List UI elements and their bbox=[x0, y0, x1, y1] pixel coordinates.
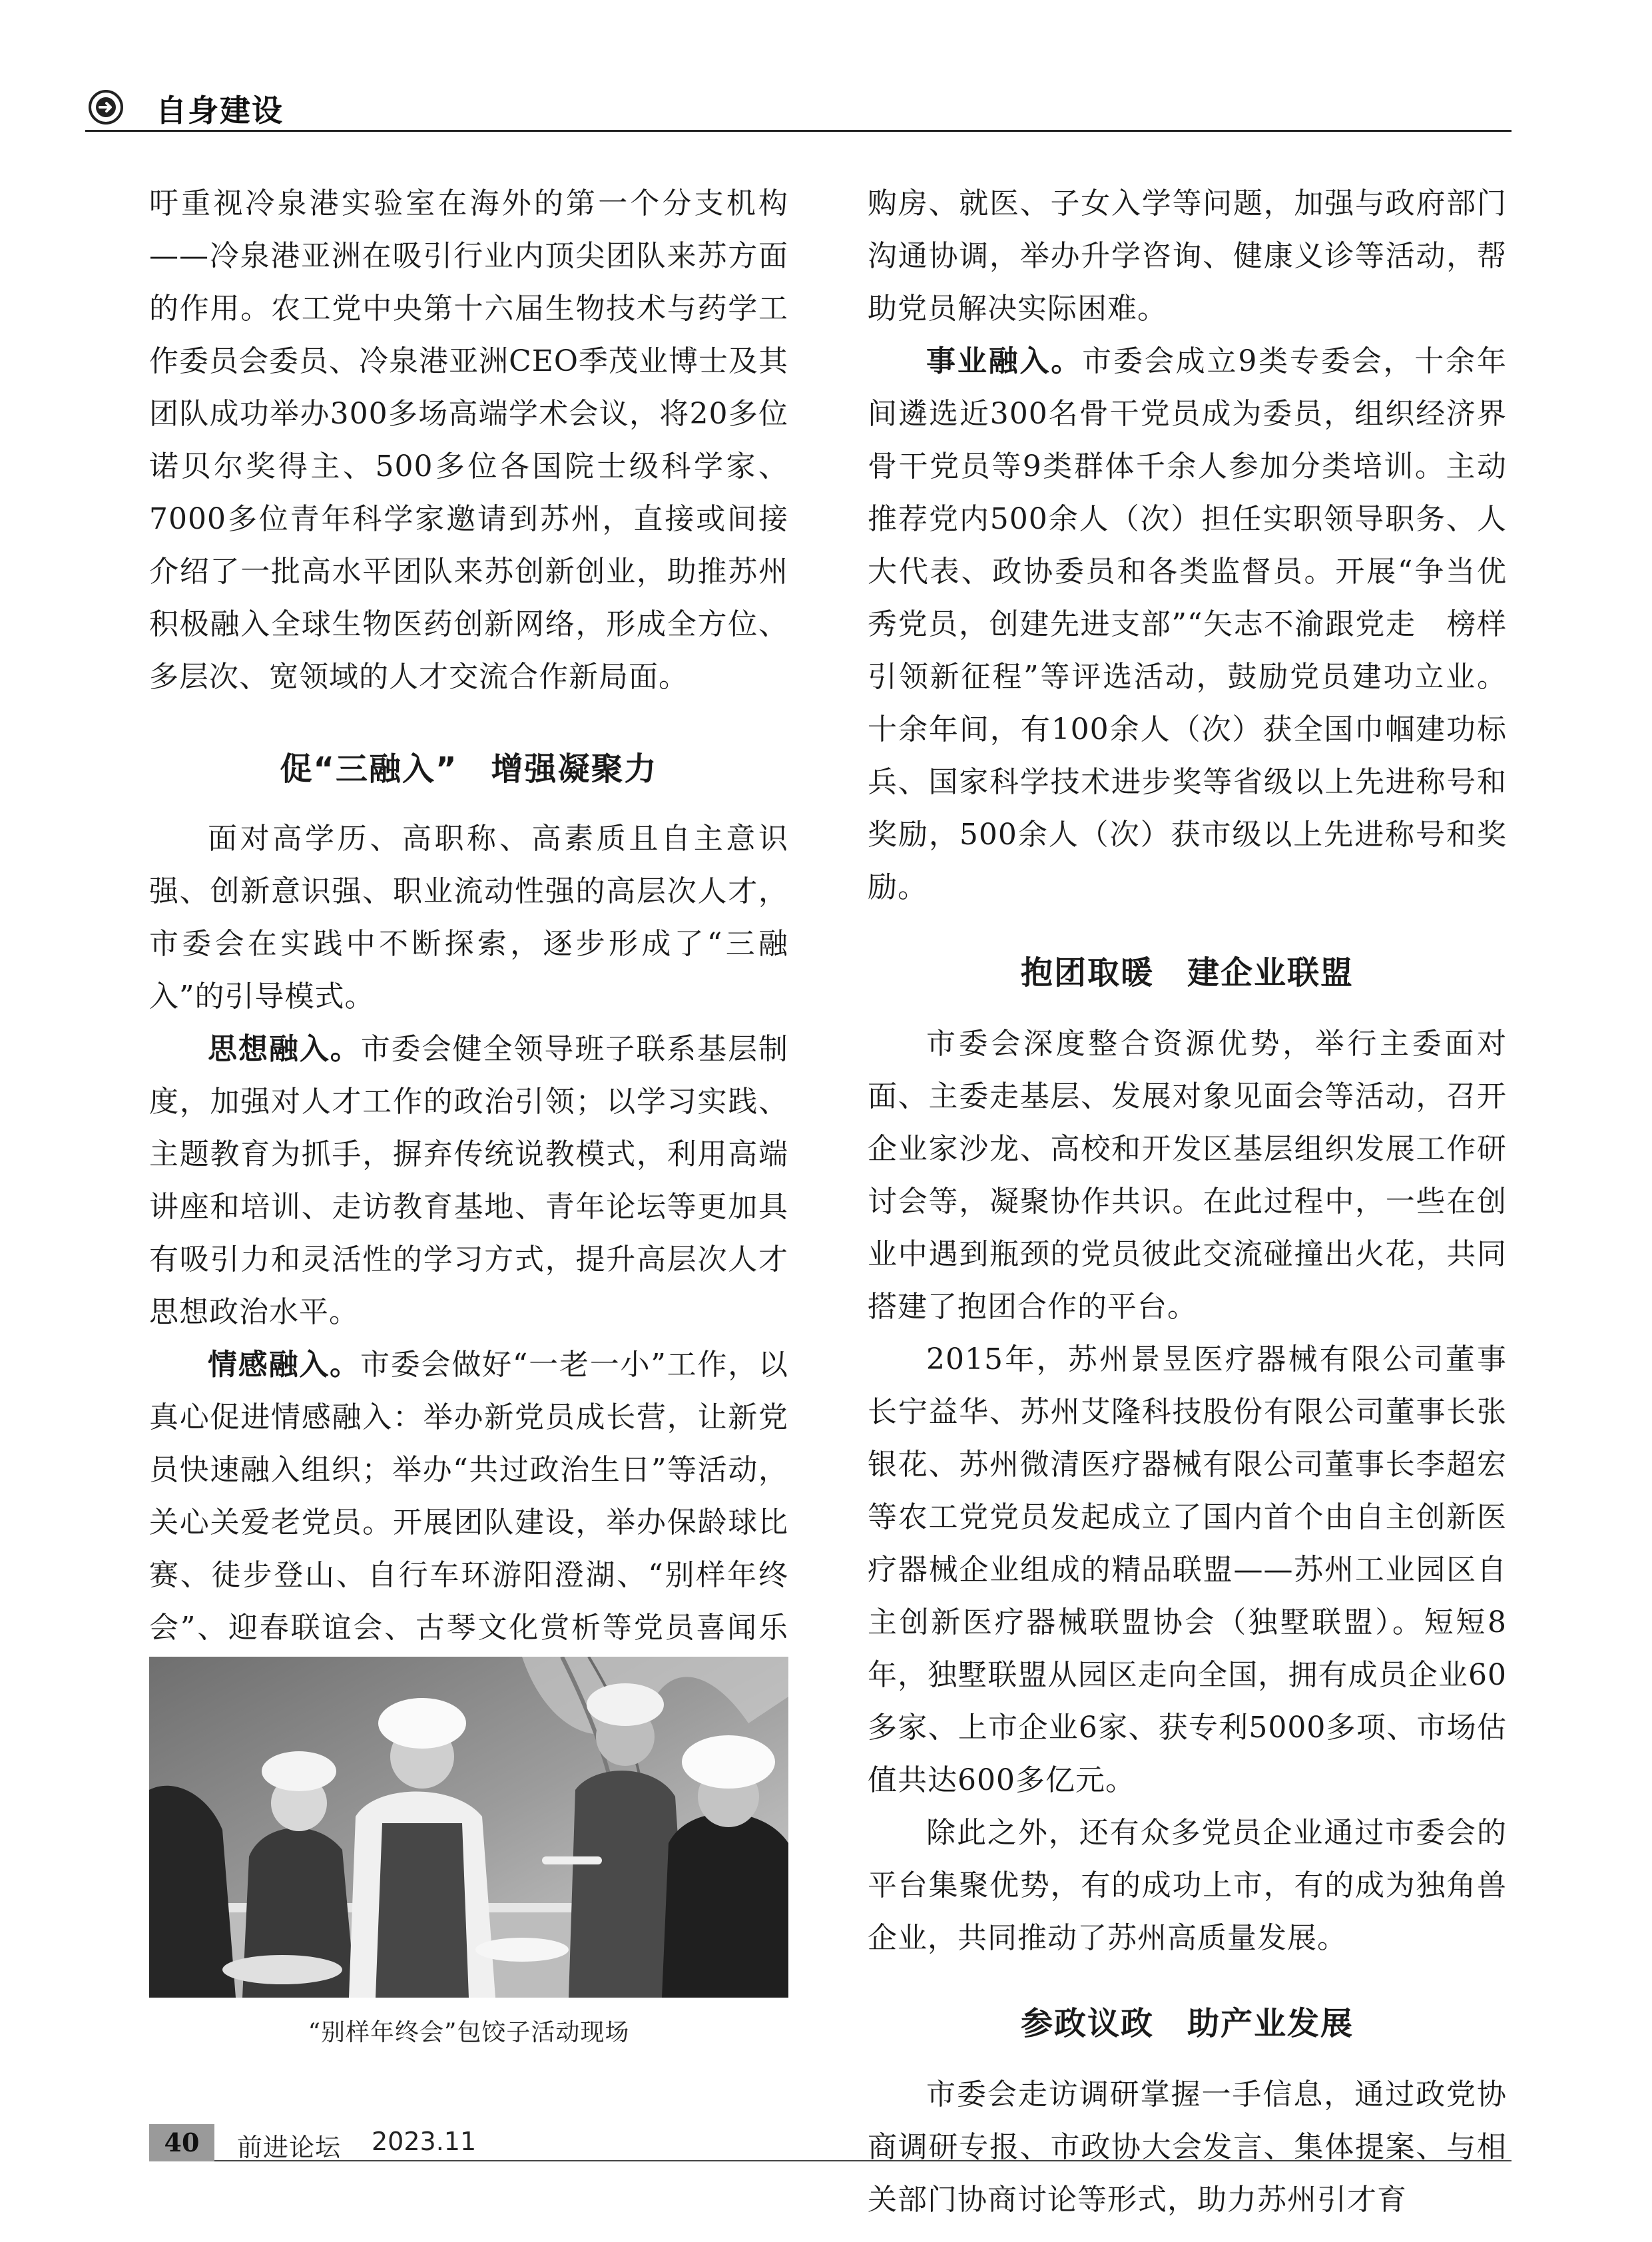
left-column bbox=[149, 177, 788, 1707]
sanrongru-paragraph: 面对高学历、高职称、高素质且自主意识强、创新意识强、职业流动性强的高层次人才，市委会在实践中不断探索，逐步形成了“三融入”的引导模式。 bbox=[149, 822, 788, 1013]
right-column bbox=[868, 177, 1507, 2226]
footer-divider bbox=[214, 2160, 1512, 2161]
shiye-text: 市委会成立9类专委会，十余年间遴选近300名骨干党员成为委员，组织经济界骨干党员等9类群体千余人参加分类培训。主动推荐党内500余人（次）担任实职领导职务、人大代表、政协委员和各类监督员。开展“争当优秀党员，创建先进支部”“矢志不渝跟党走 榜样引领新征程”等评选活动，鼓励党员建功立业。十余年间，有100余人（次）获全国巾帼建功标兵、国家科学技术进步奖等省级以上先进称号和奖励，500余人（次）获市级以上先进称号和奖励。 bbox=[868, 344, 1507, 904]
shiye-lead: 事业融入。 bbox=[926, 344, 1083, 378]
section-heading-lianmeng: 抱团取暖 建企业联盟 bbox=[1020, 954, 1354, 991]
page-header bbox=[85, 85, 1512, 132]
shiye-paragraph bbox=[868, 335, 1507, 914]
qinggan-continued-paragraph: 购房、就医、子女入学等问题，加强与政府部门沟通协调，举办升学咨询、健康义诊等活动，帮助党员解决实际困难。 bbox=[868, 186, 1507, 326]
dumpling-activity-illustration bbox=[149, 1657, 788, 1998]
canzheng-paragraph: 市委会走访调研掌握一手信息，通过政党协商调研专报、市政协大会发言、集体提案、与相关部门协商讨论等形式，助力苏州引才育 bbox=[868, 2078, 1507, 2217]
arrow-circle-icon bbox=[88, 89, 124, 125]
page-footer bbox=[149, 2124, 1512, 2164]
section-heading-canzheng: 参政议政 助产业发展 bbox=[1020, 2005, 1354, 2042]
sixiang-text: 市委会健全领导班子联系基层制度，加强对人才工作的政治引领；以学习实践、主题教育为抓手，摒弃传统说教模式，利用高端讲座和培训、走访教育基地、青年论坛等更加具有吸引力和灵活性的学习方式，提升高层次人才思想政治水平。 bbox=[149, 1032, 789, 1329]
qinggan-lead: 情感融入。 bbox=[208, 1348, 360, 1382]
section-heading-sanrongru: 促“三融入” 增强凝聚力 bbox=[280, 750, 658, 788]
lianmeng-paragraph-2: 2015年，苏州景昱医疗器械有限公司董事长宁益华、苏州艾隆科技股份有限公司董事长张银花、苏州微清医疗器械有限公司董事长李超宏等农工党党员发起成立了国内首个由自主创新医疗器械企业组成的精品联盟——苏州工业园区自主创新医疗器械联盟协会（独墅联盟）。短短8年，独墅联盟从园区走向全国，拥有成员企业60多家、上市企业6家、获专利5000多项、市场估值共达600多亿元。 bbox=[868, 1342, 1507, 1797]
header-divider bbox=[85, 130, 1512, 132]
lianmeng-paragraph-1: 市委会深度整合资源优势，举行主委面对面、主委走基层、发展对象见面会等活动，召开企业家沙龙、高校和开发区基层组织发展工作研讨会等，凝聚协作共识。在此过程中，一些在创业中遇到瓶颈的党员彼此交流碰撞出火花，共同搭建了抱团合作的平台。 bbox=[868, 1027, 1507, 1324]
sixiang-lead: 思想融入。 bbox=[208, 1032, 361, 1066]
qinggan-paragraph bbox=[149, 1338, 788, 1707]
section-title: 自身建设 bbox=[156, 93, 284, 129]
intro-paragraph: 吁重视冷泉港实验室在海外的第一个分支机构——冷泉港亚洲在吸引行业内顶尖团队来苏方面的作用。农工党中央第十六届生物技术与药学工作委员会委员、冷泉港亚洲CEO季茂业博士及其团队成功举办300多场高端学术会议，将20多位诺贝尔奖得主、500多位各国院士级科学家、7000多位青年科学家邀请到苏州，直接或间接介绍了一批高水平团队来苏创新创业，助推苏州积极融入全球生物医药创新网络，形成全方位、多层次、宽领域的人才交流合作新局面。 bbox=[149, 186, 788, 694]
lianmeng-paragraph-3: 除此之外，还有众多党员企业通过市委会的平台集聚优势，有的成功上市，有的成为独角兽企业，共同推动了苏州高质量发展。 bbox=[868, 1816, 1507, 1955]
page-number: 40 bbox=[149, 2124, 214, 2161]
photo-caption: “别样年终会”包饺子活动现场 bbox=[308, 2019, 630, 2046]
activity-photo bbox=[149, 1657, 788, 1998]
issue-date: 2023.11 bbox=[372, 2127, 477, 2156]
sixiang-paragraph bbox=[149, 1023, 788, 1338]
publication-name: 前进论坛 bbox=[237, 2133, 342, 2162]
qinggan-text: 市委会做好“一老一小”工作，以真心促进情感融入：举办新党员成长营，让新党员快速融入组织；举办“共过政治生日”等活动，关心关爱老党员。开展团队建设，举办保龄球比赛、徒步登山、自行车环游阳澄湖、“别样年终会”、迎春联谊会、古琴文化赏析等党员喜闻乐 bbox=[149, 1348, 788, 1645]
